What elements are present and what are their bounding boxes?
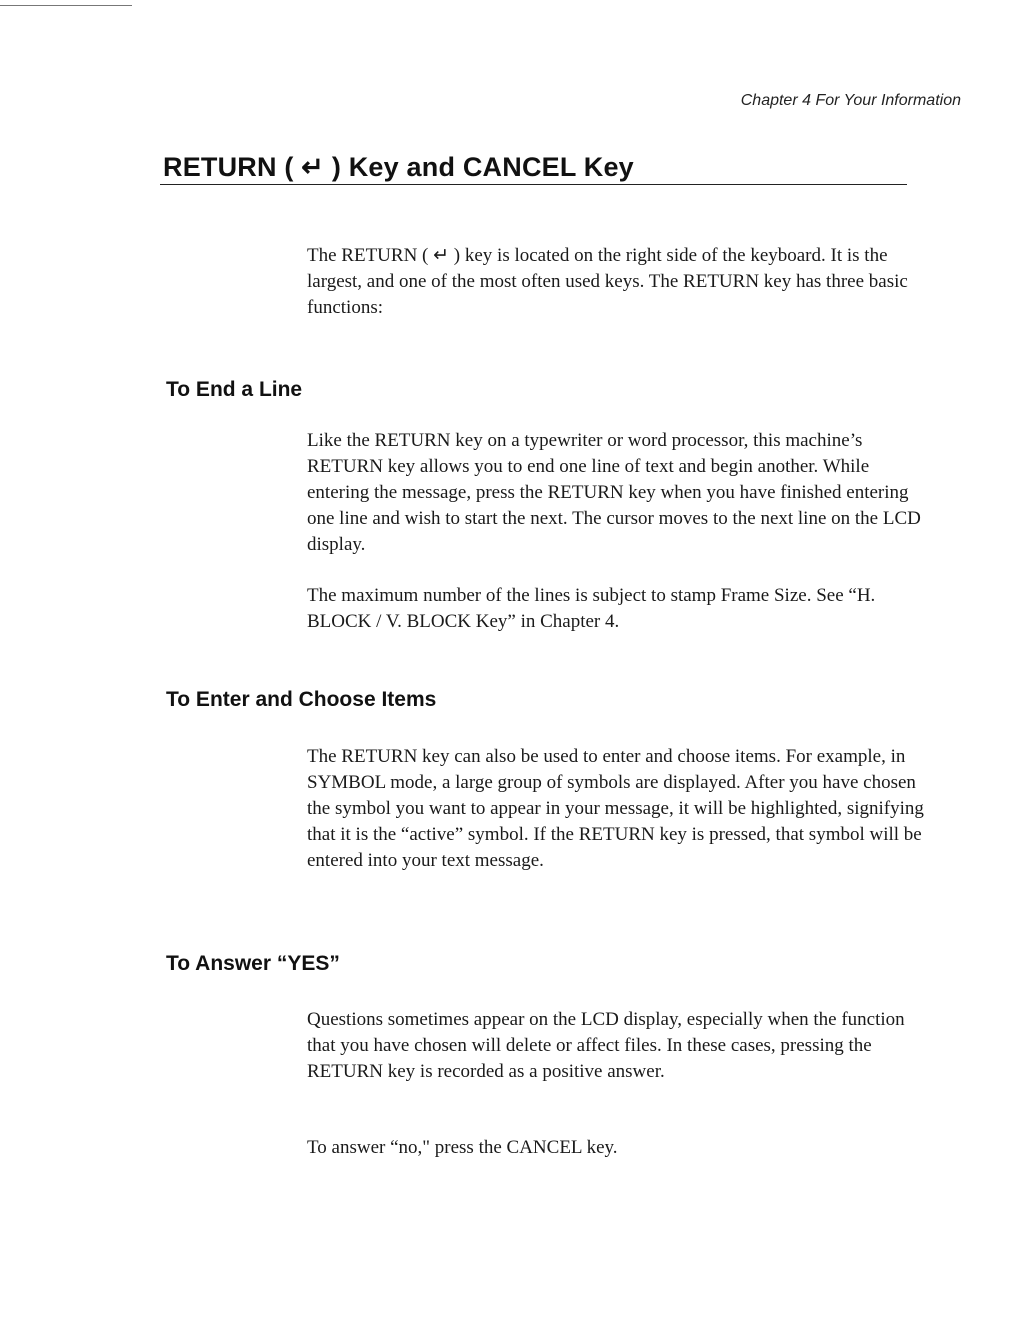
answer-no-paragraph: To answer “no," press the CANCEL key. [307,1137,618,1158]
enter-choose-paragraph: The RETURN key can also be used to enter and choose items. For example, in SYMBOL mode, a large group of symbols are displayed. After you have chosen the symbol you want to appear in your message, it will be highlighted, signifying that it is the “active” symbol. If the RETURN key is pressed, that symbol will be entered into your text message. [307,746,924,871]
corner-rule [0,5,132,6]
intro-paragraph: The RETURN ( ↵ ) key is located on the right side of the keyboard. It is the largest, and one of the most often used keys. The RETURN key has three basic functions: [307,245,908,318]
section-heading-answer-yes: To Answer “YES” [166,952,340,975]
section-heading-enter-choose: To Enter and Choose Items [166,688,437,711]
section-heading-end-line: To End a Line [166,378,303,401]
end-line-note-paragraph: The maximum number of the lines is subject to stamp Frame Size. See “H. BLOCK / V. BLOCK Key” in Chapter 4. [307,585,876,632]
title-underline [160,184,907,185]
end-line-paragraph: Like the RETURN key on a typewriter or word processor, this machine’s RETURN key allows you to end one line of text and begin another. While entering the message, press the RETURN key when you have finished entering one line and wish to start the next. The cursor moves to the next line on the LCD display. [307,430,921,555]
page-title: RETURN ( ↵ ) Key and CANCEL Key [163,152,634,182]
answer-yes-paragraph: Questions sometimes appear on the LCD display, especially when the function that you have chosen will delete or affect files. In these cases, pressing the RETURN key is recorded as a positive answer. [307,1009,905,1082]
running-header: Chapter 4 For Your Information [740,92,961,109]
